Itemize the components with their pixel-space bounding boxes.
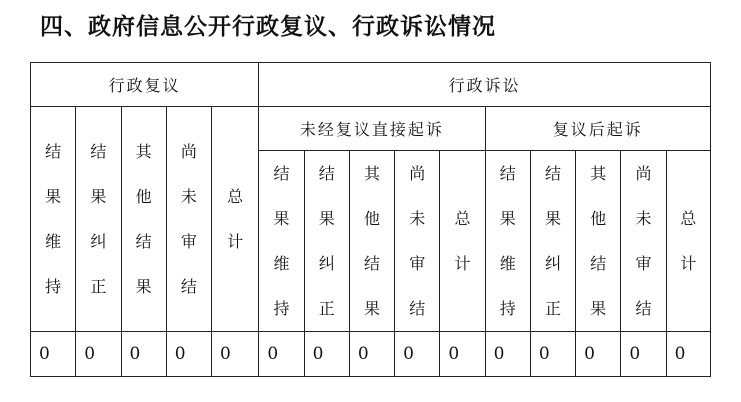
value-cell: 0 [485,332,530,377]
value-cell: 0 [576,332,621,377]
value-cell: 0 [304,332,349,377]
col-corrected: 结果纠正 [530,151,575,332]
value-cell: 0 [212,332,259,377]
litigation-table [30,62,711,377]
value-cell: 0 [395,332,440,377]
value-cell: 0 [621,332,666,377]
header-admin-litigation: 行政诉讼 [259,63,711,107]
col-total: 总计 [440,151,485,332]
section-title: 四、政府信息公开行政复议、行政诉讼情况 [40,14,496,40]
col-upheld: 结果维持 [485,151,530,332]
value-cell: 0 [530,332,575,377]
value-cell: 0 [259,332,304,377]
col-corrected: 结果纠正 [304,151,349,332]
value-cell: 0 [666,332,710,377]
value-cell: 0 [76,332,121,377]
col-upheld: 结果维持 [259,151,304,332]
col-other: 其他结果 [349,151,394,332]
header-admin-review: 行政复议 [31,63,259,107]
value-cell: 0 [349,332,394,377]
col-total: 总计 [666,151,710,332]
col-other: 其他结果 [576,151,621,332]
header-post-review-litigation: 复议后起诉 [485,107,710,151]
value-cell: 0 [31,332,76,377]
col-other: 其他结果 [121,107,166,332]
header-direct-litigation: 未经复议直接起诉 [259,107,485,151]
col-pending: 尚未审结 [166,107,211,332]
col-total: 总计 [212,107,259,332]
value-cell: 0 [440,332,485,377]
col-corrected: 结果纠正 [76,107,121,332]
value-cell: 0 [121,332,166,377]
value-cell: 0 [166,332,211,377]
col-upheld: 结果维持 [31,107,76,332]
col-pending: 尚未审结 [395,151,440,332]
col-pending: 尚未审结 [621,151,666,332]
